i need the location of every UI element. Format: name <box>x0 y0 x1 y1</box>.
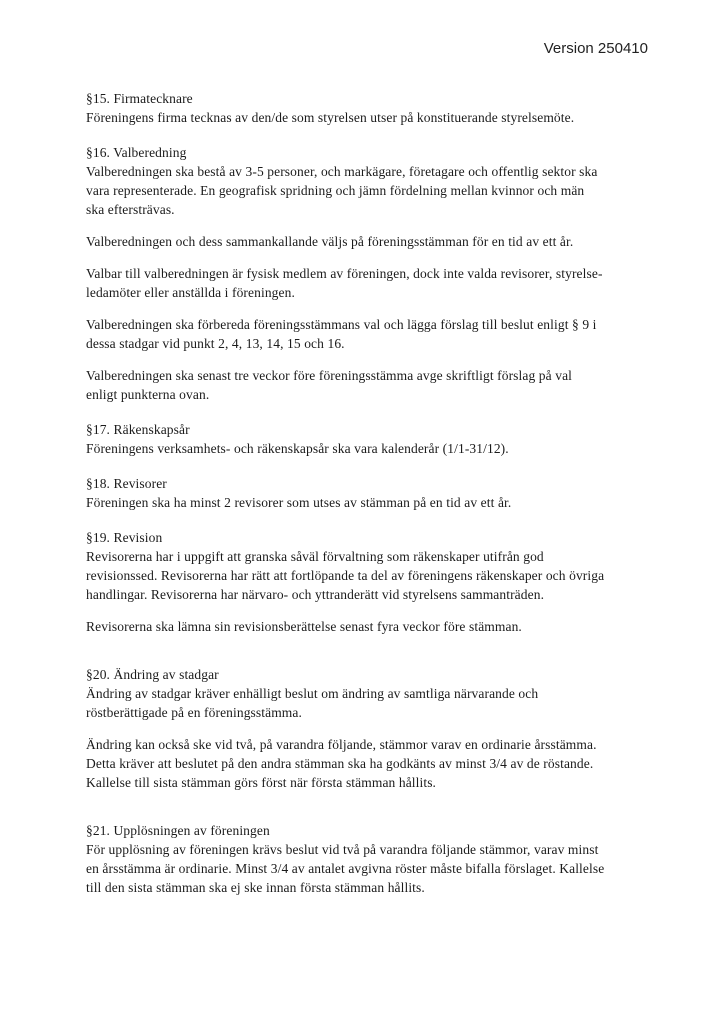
section-heading: §18. Revisorer <box>86 476 167 491</box>
section-heading: §16. Valberedning <box>86 145 187 160</box>
paragraph-line: Valbar till valberedningen är fysisk medlem av föreningen, dock inte valda revisorer, styrelse- <box>86 266 603 281</box>
paragraph-line: Revisorerna har i uppgift att granska såväl förvaltning som räkenskaper utifrån god <box>86 549 544 564</box>
document-section <box>86 665 666 722</box>
document-paragraph <box>86 366 666 404</box>
paragraph-line: Föreningens verksamhets- och räkenskapsår ska vara kalenderår (1/1-31/12). <box>86 441 509 456</box>
paragraph-line: enligt punkterna ovan. <box>86 387 210 402</box>
document-section <box>86 420 666 458</box>
paragraph-line: Detta kräver att beslutet på den andra stämman ska ha godkänts av minst 3/4 av de röstande. <box>86 756 594 771</box>
paragraph-line: röstberättigade på en föreningsstämma. <box>86 705 302 720</box>
document-section <box>86 474 666 512</box>
paragraph-line: Ändring av stadgar kräver enhälligt beslut om ändring av samtliga närvarande och <box>86 686 539 701</box>
document-section <box>86 528 666 604</box>
version-label: Version 250410 <box>543 40 648 57</box>
paragraph-line: en årsstämma är ordinarie. Minst 3/4 av antalet avgivna röster måste bifalla förslaget. Kallelse <box>86 861 605 876</box>
document-paragraph <box>86 232 666 251</box>
paragraph-line: ska eftersträvas. <box>86 202 175 217</box>
paragraph-line: ledamöter eller anställda i föreningen. <box>86 285 295 300</box>
document-paragraph <box>86 617 666 636</box>
paragraph-line: till den sista stämman ska ej ske innan första stämman hållits. <box>86 880 425 895</box>
document-paragraph <box>86 264 666 302</box>
section-heading: §17. Räkenskapsår <box>86 422 190 437</box>
section-heading: §20. Ändring av stadgar <box>86 667 219 682</box>
document-body <box>86 89 666 897</box>
paragraph-line: vara representerade. En geografisk spridning och jämn fördelning mellan kvinnor och män <box>86 183 585 198</box>
document-section <box>86 89 666 127</box>
section-heading: §15. Firmatecknare <box>86 91 193 106</box>
paragraph-line: Valberedningen och dess sammankallande väljs på föreningsstämman för en tid av ett år. <box>86 234 574 249</box>
paragraph-line: handlingar. Revisorerna har närvaro- och yttranderätt vid styrelsens sammanträden. <box>86 587 545 602</box>
paragraph-line: revisionssed. Revisorerna har rätt att fortlöpande ta del av föreningens räkenskaper och övriga <box>86 568 605 583</box>
paragraph-line: Föreningens firma tecknas av den/de som styrelsen utser på konstituerande styrelsemöte. <box>86 110 575 125</box>
paragraph-line: dessa stadgar vid punkt 2, 4, 13, 14, 15 och 16. <box>86 336 345 351</box>
paragraph-line: Valberedningen ska bestå av 3-5 personer, och markägare, företagare och offentlig sektor ska <box>86 164 598 179</box>
section-heading: §19. Revision <box>86 530 163 545</box>
document-paragraph <box>86 735 666 792</box>
paragraph-line: För upplösning av föreningen krävs beslut vid två på varandra följande stämmor, varav minst <box>86 842 599 857</box>
section-heading: §21. Upplösningen av föreningen <box>86 823 270 838</box>
paragraph-line: Föreningen ska ha minst 2 revisorer som utses av stämman på en tid av ett år. <box>86 495 512 510</box>
paragraph-line: Valberedningen ska senast tre veckor före föreningsstämma avge skriftligt förslag på val <box>86 368 573 383</box>
document-section <box>86 143 666 219</box>
paragraph-line: Ändring kan också ske vid två, på varandra följande, stämmor varav en ordinarie årsstämma. <box>86 737 597 752</box>
paragraph-line: Revisorerna ska lämna sin revisionsberättelse senast fyra veckor före stämman. <box>86 619 522 634</box>
paragraph-line: Kallelse till sista stämman görs först när första stämman hållits. <box>86 775 437 790</box>
document-paragraph <box>86 315 666 353</box>
document-section <box>86 821 666 897</box>
paragraph-line: Valberedningen ska förbereda föreningsstämmans val och lägga förslag till beslut enligt § 9 i <box>86 317 597 332</box>
